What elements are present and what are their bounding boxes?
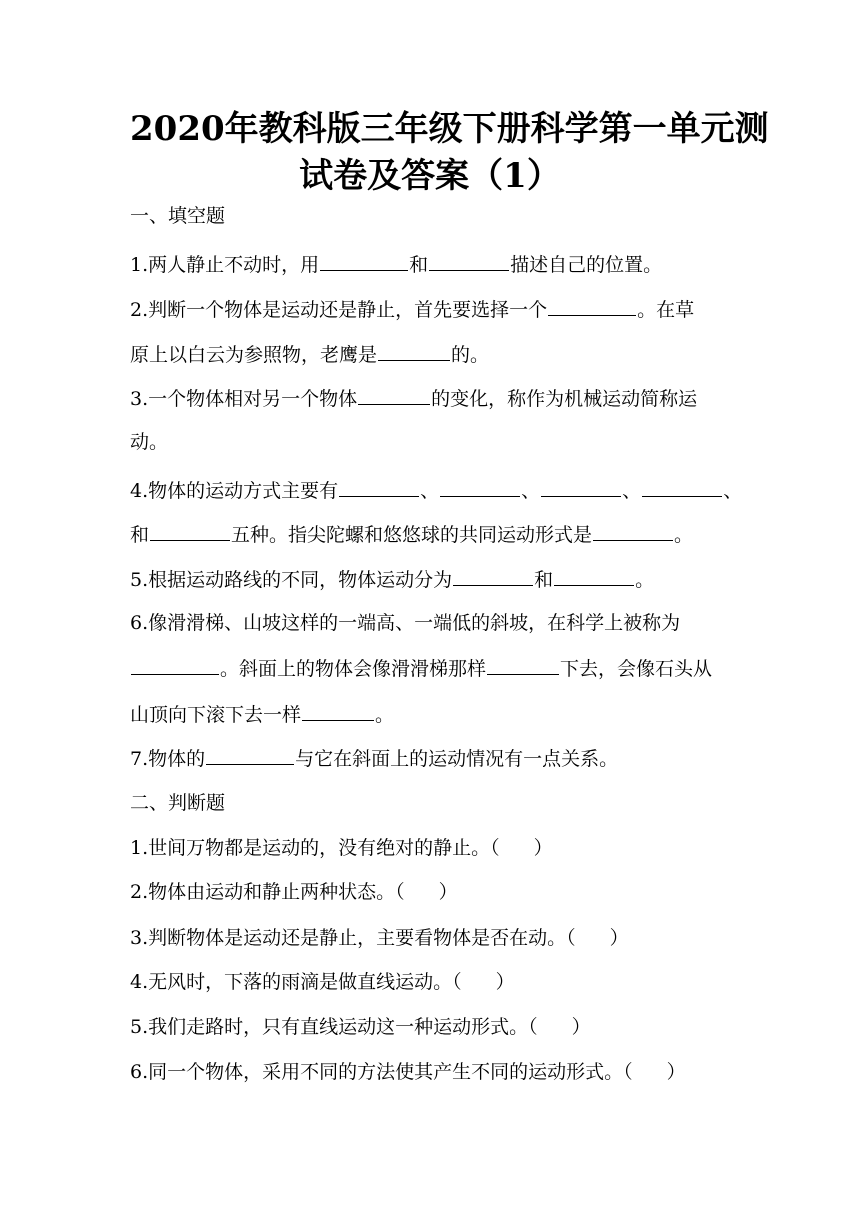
question-text: 1.世间万物都是运动的，没有绝对的静止。（ [130, 837, 500, 859]
question-6-line-1: 6.像滑滑梯、山坡这样的一端高、一端低的斜坡，在科学上被称为 [130, 612, 681, 634]
paren-close: ） [495, 971, 515, 993]
question-2-line-2 [130, 342, 489, 367]
section-heading-true-false: 二、判断题 [130, 792, 226, 814]
question-text: 原上以白云为参照物，老鹰是 [130, 344, 378, 366]
question-text: 下去，会像石头从 [560, 658, 713, 680]
judgment-item-1 [130, 836, 553, 860]
answer-blank [593, 522, 673, 541]
question-text: 5.根据运动路线的不同，物体运动分为 [130, 569, 453, 591]
question-text: 3.判断物体是运动还是静止，主要看物体是否在动。（ [130, 927, 576, 949]
answer-blank [150, 522, 230, 541]
answer-blank [554, 567, 634, 586]
question-6-line-3 [130, 702, 394, 727]
question-text: 五种。指尖陀螺和悠悠球的共同运动形式是 [231, 524, 593, 546]
question-text: 的变化，称作为机械运动简称运 [431, 388, 698, 410]
judgment-item-2 [130, 880, 458, 904]
question-1 [130, 252, 662, 277]
paren-close: ） [533, 837, 553, 859]
question-text: 。 [674, 524, 694, 546]
question-text: 。 [635, 569, 655, 591]
separator: 、 [521, 480, 541, 502]
question-text: 。 [375, 704, 395, 726]
separator: 、 [622, 480, 642, 502]
document-title-line-1: 2020年教科版三年级下册科学第一单元测 [130, 109, 769, 149]
separator: 、 [420, 480, 440, 502]
answer-blank [548, 297, 636, 316]
answer-blank [487, 656, 559, 675]
question-text: 。斜面上的物体会像滑滑梯那样 [220, 658, 487, 680]
question-3-line-2: 动。 [130, 431, 169, 453]
question-5 [130, 567, 654, 592]
question-text: 和 [130, 524, 150, 546]
question-text: 山顶向下滚下去一样 [130, 704, 302, 726]
question-text: 与它在斜面上的运动情况有一点关系。 [295, 748, 619, 770]
document-title-line-2: 试卷及答案（1） [299, 156, 561, 196]
question-text: 6.同一个物体，采用不同的方法使其产生不同的运动形式。（ [130, 1061, 633, 1083]
answer-blank [206, 746, 294, 765]
question-text: 3.一个物体相对另一个物体 [130, 388, 358, 410]
answer-blank [302, 702, 374, 721]
paren-close: ） [571, 1016, 591, 1038]
answer-blank [358, 386, 430, 405]
question-7 [130, 746, 618, 771]
question-text: 7.物体的 [130, 748, 206, 770]
question-text: 2.判断一个物体是运动还是静止，首先要选择一个 [130, 299, 548, 321]
question-text: 和 [409, 254, 429, 276]
judgment-item-4 [130, 970, 515, 994]
question-text: 5.我们走路时，只有直线运动这一种运动形式。（ [130, 1016, 538, 1038]
question-text: 4.物体的运动方式主要有 [130, 480, 339, 502]
answer-blank [642, 478, 722, 497]
separator: 、 [723, 480, 743, 502]
answer-blank [541, 478, 621, 497]
answer-blank [378, 342, 450, 361]
paren-close: ） [666, 1061, 686, 1083]
question-2-line-1 [130, 297, 694, 322]
section-heading-fill-blank: 一、填空题 [130, 205, 226, 227]
judgment-item-3 [130, 926, 629, 950]
judgment-item-5 [130, 1015, 591, 1039]
question-4-line-2 [130, 522, 693, 547]
paren-close: ） [609, 927, 629, 949]
answer-blank [453, 567, 533, 586]
question-text: 的。 [451, 344, 490, 366]
question-text: 描述自己的位置。 [510, 254, 663, 276]
question-6-line-2 [130, 656, 712, 681]
question-4-line-1 [130, 478, 742, 503]
answer-blank [131, 656, 219, 675]
answer-blank [440, 478, 520, 497]
question-3-line-1 [130, 386, 697, 411]
judgment-item-6 [130, 1060, 686, 1084]
question-text: 和 [534, 569, 554, 591]
question-text: 4.无风时，下落的雨滴是做直线运动。（ [130, 971, 462, 993]
answer-blank [429, 252, 509, 271]
paren-close: ） [438, 881, 458, 903]
answer-blank [320, 252, 408, 271]
question-text: 1.两人静止不动时，用 [130, 254, 320, 276]
question-text: 2.物体由运动和静止两种状态。（ [130, 881, 405, 903]
question-text: 。在草 [637, 299, 695, 321]
answer-blank [339, 478, 419, 497]
